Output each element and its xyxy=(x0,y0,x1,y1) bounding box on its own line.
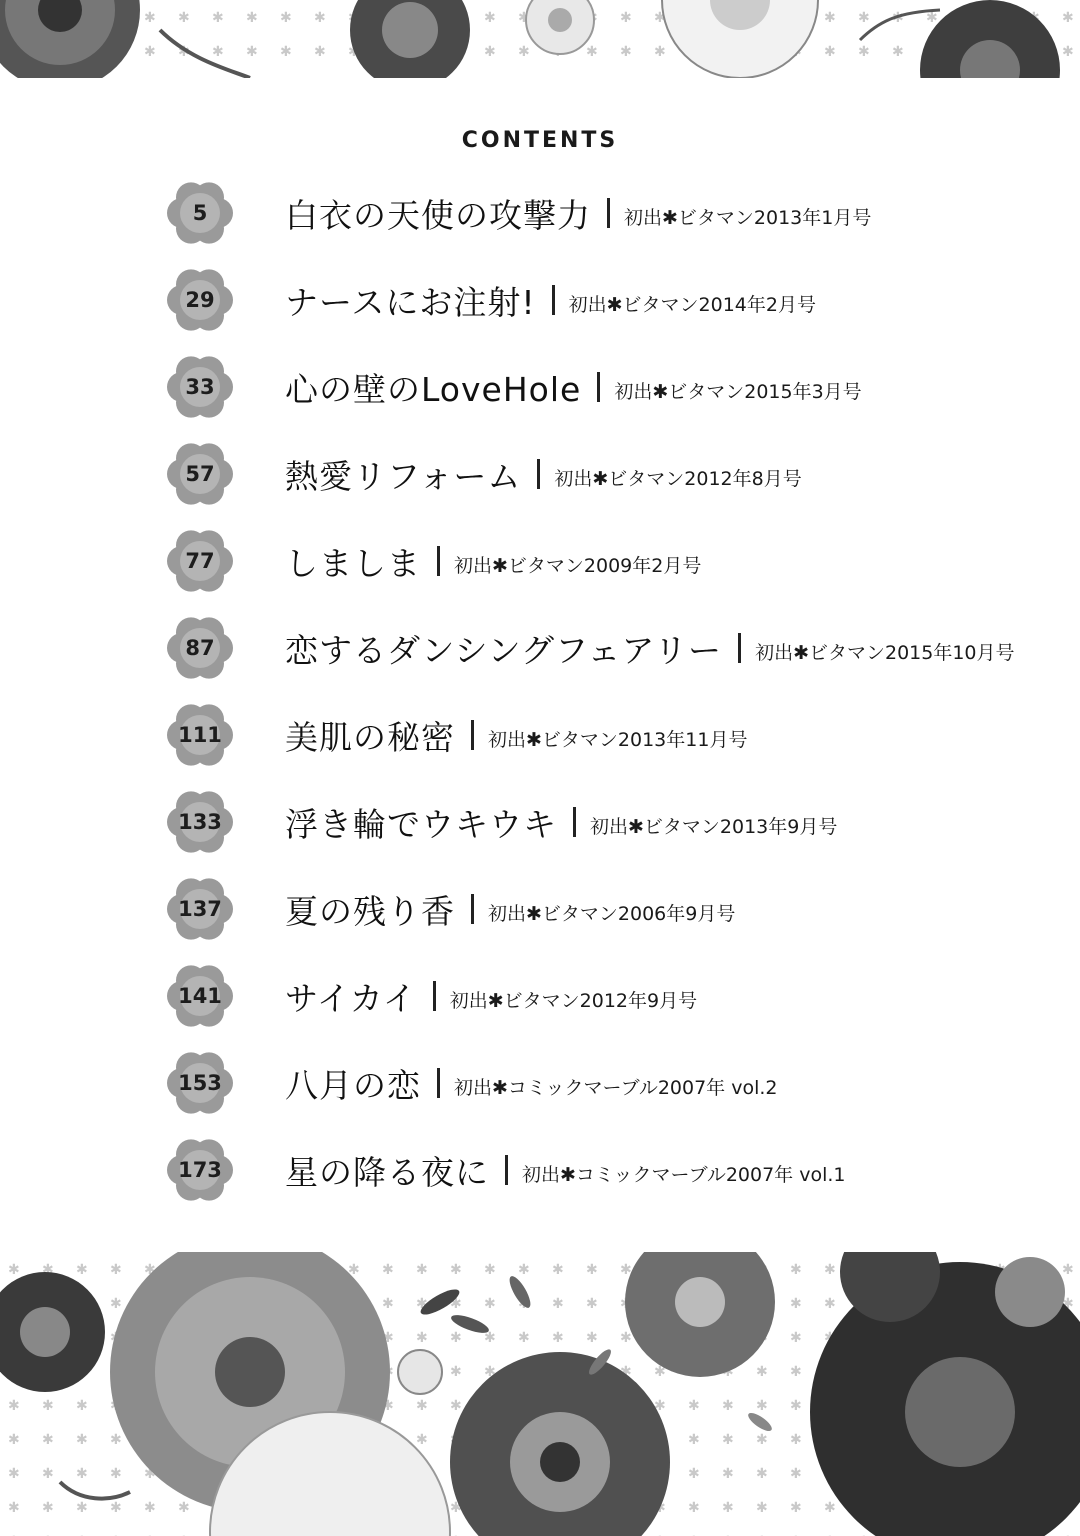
toc-entry xyxy=(0,1127,1080,1213)
entry-text xyxy=(285,884,735,934)
first-published-note: 初出✱ビタマン2006年9月号 xyxy=(488,902,736,925)
first-published-note: 初出✱ビタマン2009年2月号 xyxy=(454,554,702,577)
first-published-note: 初出✱ビタマン2013年11月号 xyxy=(488,728,748,751)
page-number-badge xyxy=(164,960,236,1032)
toc-entry xyxy=(0,953,1080,1039)
first-published-note: 初出✱ビタマン2012年8月号 xyxy=(554,467,802,490)
bottom-floral-border xyxy=(0,1252,1080,1536)
entry-text xyxy=(285,971,697,1021)
page-number: 141 xyxy=(178,984,222,1008)
page-number: 153 xyxy=(178,1071,222,1095)
entry-text xyxy=(285,710,747,760)
separator-bar xyxy=(437,1068,440,1098)
separator-bar xyxy=(738,633,741,663)
contents-heading: CONTENTS xyxy=(461,128,619,153)
first-published-note: 初出✱ビタマン2015年10月号 xyxy=(755,641,1015,664)
separator-bar xyxy=(607,198,610,228)
story-title: しましま xyxy=(285,543,421,583)
toc-entry xyxy=(0,518,1080,604)
story-title: 星の降る夜に xyxy=(285,1152,489,1192)
page-number-badge xyxy=(164,351,236,423)
page-number-badge xyxy=(164,525,236,597)
separator-bar xyxy=(573,807,576,837)
page-number-badge xyxy=(164,177,236,249)
toc-entry xyxy=(0,692,1080,778)
story-title: ナースにお注射! xyxy=(285,282,536,322)
page-number-badge xyxy=(164,1134,236,1206)
top-floral-border xyxy=(0,0,1080,78)
toc-entry xyxy=(0,344,1080,430)
toc-entry xyxy=(0,431,1080,517)
toc-entry xyxy=(0,866,1080,952)
page-number: 33 xyxy=(185,375,215,399)
page-number-badge xyxy=(164,264,236,336)
first-published-note: 初出✱コミックマーブル2007年 vol.2 xyxy=(454,1076,778,1099)
story-title: 熱愛リフォーム xyxy=(285,456,522,496)
first-published-note: 初出✱コミックマーブル2007年 vol.1 xyxy=(522,1163,846,1186)
toc-entry xyxy=(0,1040,1080,1126)
separator-bar xyxy=(597,372,600,402)
bottom-flower-illustration xyxy=(0,1252,1080,1536)
toc-entry xyxy=(0,257,1080,343)
page-number: 5 xyxy=(192,201,208,225)
page-number: 57 xyxy=(185,462,215,486)
page-number-badge xyxy=(164,699,236,771)
entry-text xyxy=(285,188,871,238)
first-published-note: 初出✱ビタマン2013年1月号 xyxy=(624,206,872,229)
story-title: 恋するダンシングフェアリー xyxy=(285,630,723,670)
story-title: 夏の残り香 xyxy=(285,891,455,931)
top-flower-illustration xyxy=(0,0,1080,78)
separator-bar xyxy=(437,546,440,576)
story-title: 心の壁のLoveHole xyxy=(285,369,582,409)
separator-bar xyxy=(471,894,474,924)
separator-bar xyxy=(505,1155,508,1185)
story-title: 浮き輪でウキウキ xyxy=(285,804,557,844)
entry-text xyxy=(285,1058,778,1108)
separator-bar xyxy=(471,720,474,750)
page-number-badge xyxy=(164,1047,236,1119)
first-published-note: 初出✱ビタマン2015年3月号 xyxy=(614,380,862,403)
entry-text xyxy=(285,1145,846,1195)
page-number: 133 xyxy=(178,810,222,834)
page-number: 173 xyxy=(178,1158,222,1182)
page-number-badge xyxy=(164,438,236,510)
story-title: サイカイ xyxy=(285,978,417,1018)
story-title: 白衣の天使の攻撃力 xyxy=(285,195,591,235)
entry-text xyxy=(285,362,862,412)
page-number-badge xyxy=(164,612,236,684)
separator-bar xyxy=(552,285,555,315)
entry-text xyxy=(285,536,701,586)
separator-bar xyxy=(433,981,436,1011)
story-title: 美肌の秘密 xyxy=(285,717,455,757)
page-number-badge xyxy=(164,786,236,858)
page-number: 87 xyxy=(185,636,215,660)
entry-text xyxy=(285,623,1015,673)
toc-entry xyxy=(0,779,1080,865)
page-number: 77 xyxy=(185,549,215,573)
page-number: 111 xyxy=(178,723,222,747)
entry-text xyxy=(285,449,802,499)
first-published-note: 初出✱ビタマン2014年2月号 xyxy=(568,293,816,316)
toc-entry xyxy=(0,605,1080,691)
first-published-note: 初出✱ビタマン2012年9月号 xyxy=(449,989,698,1012)
story-title: 八月の恋 xyxy=(285,1065,421,1105)
first-published-note: 初出✱ビタマン2013年9月号 xyxy=(590,815,838,838)
entry-text xyxy=(285,275,816,325)
separator-bar xyxy=(537,459,540,489)
entry-text xyxy=(285,797,837,847)
page-number: 29 xyxy=(185,288,215,312)
page-number: 137 xyxy=(178,897,222,921)
toc-entry xyxy=(0,170,1080,256)
page-number-badge xyxy=(164,873,236,945)
